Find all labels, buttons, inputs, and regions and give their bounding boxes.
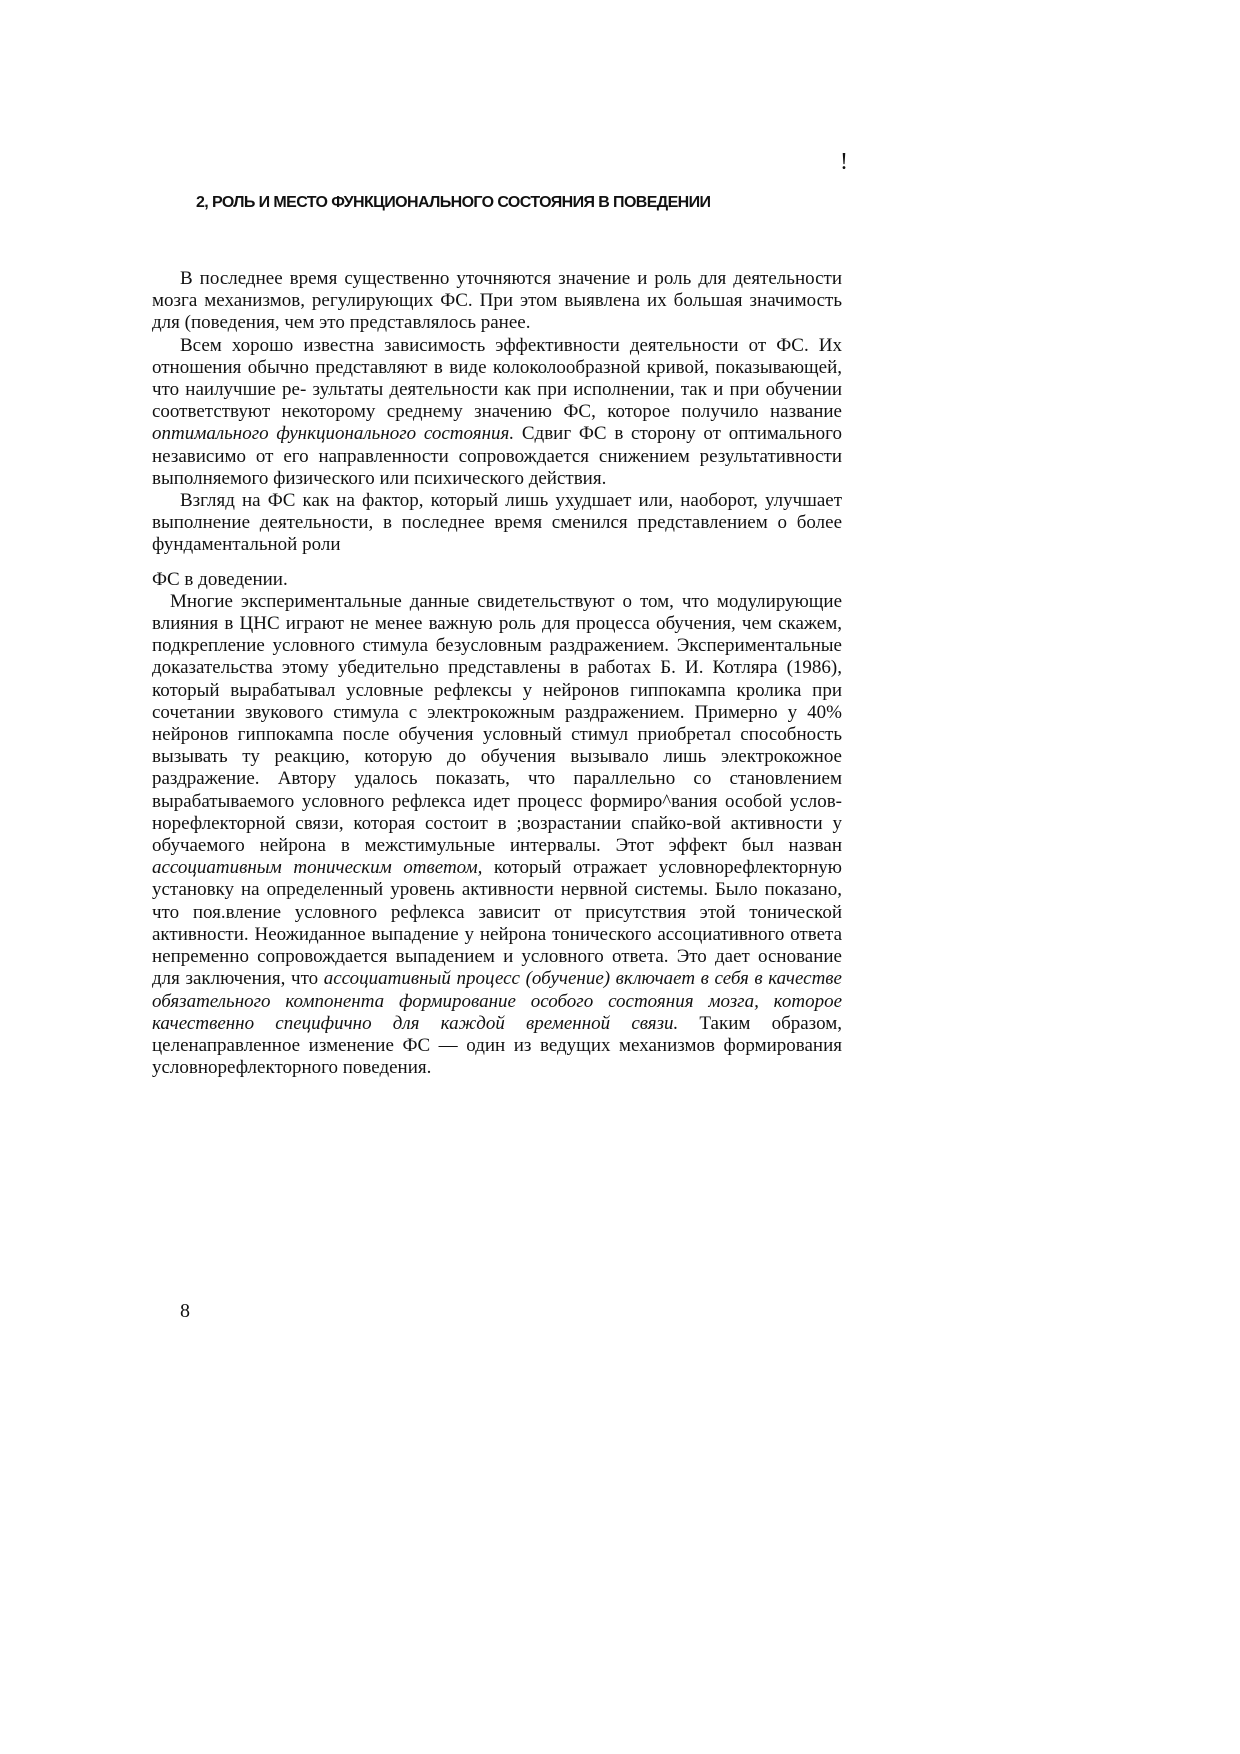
paragraph-4-end: Таким образом, целенаправленное изменение ФС — один из ведущих механизмов формирования условнорефлекторного поведения.	[152, 1012, 842, 1079]
paragraph-4-italic-conclusion: ассоциативный процесс (обучение) включает в себя в качестве обязательного компонента формирование особого состояния мозга, которое качественно специфично для каждой временной связи.	[152, 968, 842, 1034]
margin-mark: !	[840, 149, 848, 175]
body-text	[152, 268, 842, 1079]
paragraph-4	[152, 591, 842, 1079]
paragraph-3-continuation: ФС в доведении.	[152, 568, 288, 590]
paragraph-1: В последнее время существенно уточняются значение и роль для деятельности мозга механизмов, регулирующих ФС. При этом выявлена их большая значимость для (поведения, чем это представлялось ранее.	[152, 268, 842, 334]
paragraph-2-italic: оптимального функционального состояния.	[152, 423, 515, 445]
section-heading: 2, РОЛЬ И МЕСТО ФУНКЦИОНАЛЬНОГО СОСТОЯНИЯ В ПОВЕДЕНИИ	[196, 194, 711, 211]
paragraph-4-middle: который отражает условнорефлекторную установку на определенный уровень активности нервной системы. Было показано, что поя.вление условного рефлекса зависит от присутствия этой тонической активности. Неожиданное выпадение у нейрона тонического ассоциативного ответа непременно сопровождается выпадением и условного ответа. Это дает основание для заключения, что	[152, 857, 842, 990]
paragraph-3: Взгляд на ФС как на фактор, который лишь ухудшает или, наоборот, улучшает выполнение деятельности, в последнее время сменился представлением о более фундаментальной роли	[152, 490, 842, 556]
paragraph-2-start: Всем хорошо известна зависимость эффективности деятельности от ФС. Их отношения обычно представляют в виде колоколообразной кривой, показывающей, что наилучшие ре- зультаты деятельности как при исполнении, так и при обучении соответствуют некоторому среднему значению ФС, которое получило название	[152, 334, 842, 423]
paragraph-2	[152, 335, 842, 490]
paragraph-4-italic-term: ассоциативным тоническим ответом,	[152, 857, 483, 879]
paragraph-2-end: Сдвиг ФС в сторону от оптимального независимо от его направленности сопровождается снижением результативности выполняемого физического или психического действия.	[152, 423, 843, 489]
page-number: 8	[180, 1300, 190, 1322]
paragraph-4-start: Многие экспериментальные данные свидетельствуют о том, что модулирующие влияния в ЦНС играют не менее важную роль для процесса обучения, чем скажем, подкрепление условного стимула безусловным раздражением. Экспериментальные доказательства этому убедительно представлены в работах Б. И. Котляра (1986), который вырабатывал условные рефлексы у нейронов гиппокампа кролика при сочетании звукового стимула с электрокожным раздражением. Примерно у 40% нейронов гиппокампа после обучения условный стимул приобретал способность вызывать ту реакцию, которую до обучения вызывало лишь электрокожное раздражение. Автору удалось показать, что параллельно со становлением вырабатываемого условного рефлекса идет процесс формиро^вания особой услов- норефлекторной связи, которая состоит в ;возрастании спайко-вой активности у обучаемого нейрона в межстимульные интервалы. Этот эффект был назван	[152, 590, 842, 857]
